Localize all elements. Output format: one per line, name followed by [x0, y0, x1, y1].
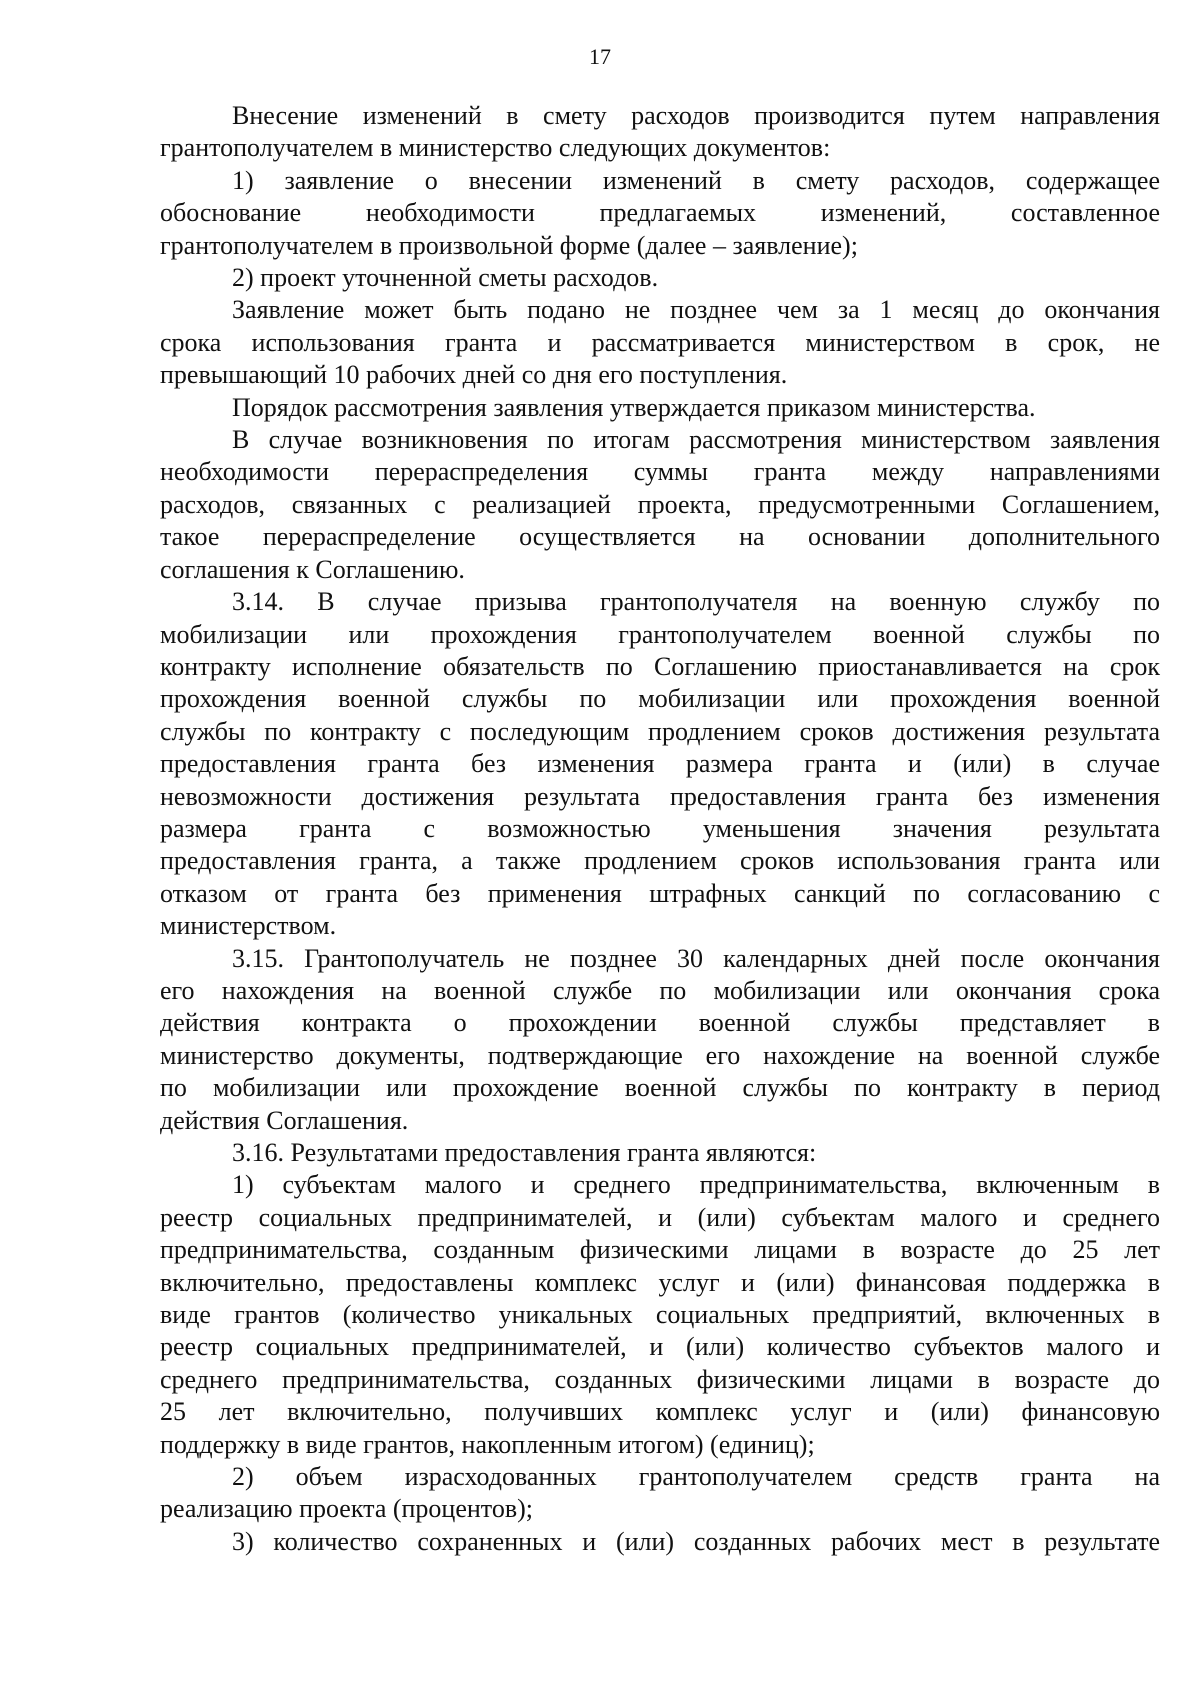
text-line: включительно, предоставлены комплекс услуг и (или) финансовая поддержка в — [160, 1267, 1160, 1297]
text-line: виде грантов (количество уникальных социальных предприятий, включенных в — [160, 1300, 1160, 1330]
text-line: обоснование необходимости предлагаемых изменений, составленное — [160, 198, 1160, 228]
text-line: Заявление может быть подано не позднее чем за 1 месяц до окончания — [232, 295, 1160, 325]
text-line: Порядок рассмотрения заявления утверждается приказом министерства. — [232, 392, 1036, 422]
text-line: соглашения к Соглашению. — [160, 554, 465, 584]
text-line: действия контракта о прохождении военной службы представляет в — [160, 1008, 1160, 1038]
text-line: расходов, связанных с реализацией проекта, предусмотренными Соглашением, — [160, 489, 1160, 519]
text-line: невозможности достижения результата предоставления гранта без изменения — [160, 781, 1160, 811]
text-line: 1) субъектам малого и среднего предпринимательства, включенным в — [232, 1170, 1160, 1200]
text-line: 1) заявление о внесении изменений в смету расходов, содержащее — [232, 165, 1160, 195]
text-line: реестр социальных предпринимателей, и (или) количество субъектов малого и — [160, 1332, 1160, 1362]
text-line: грантополучателем в министерство следующих документов: — [160, 133, 831, 163]
text-line: реализацию проекта (процентов); — [160, 1494, 533, 1524]
text-line: среднего предпринимательства, созданных физическими лицами в возрасте до — [160, 1364, 1160, 1394]
page-number: 17 — [589, 44, 611, 69]
text-line: действия Соглашения. — [160, 1105, 409, 1135]
text-line: 3.16. Результатами предоставления гранта являются: — [232, 1138, 817, 1167]
text-line: службы по контракту с последующим продлением сроков достижения результата — [160, 716, 1160, 746]
text-line: грантополучателем в произвольной форме (далее – заявление); — [160, 230, 858, 260]
text-line: необходимости перераспределения суммы гранта между направлениями — [160, 457, 1160, 487]
text-line: 2) проект уточненной сметы расходов. — [232, 263, 659, 293]
text-line: 3.14. В случае призыва грантополучателя на военную службу по — [232, 587, 1160, 617]
text-line: реестр социальных предпринимателей, и (или) субъектам малого и среднего — [160, 1202, 1160, 1232]
text-line: министерство документы, подтверждающие его нахождение на военной службе — [160, 1040, 1160, 1070]
text-line: отказом от гранта без применения штрафных санкций по согласованию с — [160, 878, 1160, 908]
text-line: размера гранта с возможностью уменьшения значения результата — [160, 813, 1160, 843]
text-line: поддержку в виде грантов, накопленным итогом) (единиц); — [160, 1429, 815, 1459]
text-line: предпринимательства, созданным физическими лицами в возрасте до 25 лет — [160, 1235, 1160, 1265]
text-line: 2) объем израсходованных грантополучателем средств гранта на — [232, 1462, 1160, 1492]
text-line: предоставления гранта, а также продлением сроков использования гранта или — [160, 846, 1160, 876]
text-line: прохождения военной службы по мобилизации или прохождения военной — [160, 684, 1160, 714]
text-line: Внесение изменений в смету расходов производится путем направления — [232, 101, 1160, 130]
text-line: такое перераспределение осуществляется на основании дополнительного — [160, 522, 1160, 552]
text-line: превышающий 10 рабочих дней со дня его поступления. — [160, 360, 788, 390]
text-line: по мобилизации или прохождение военной службы по контракту в период — [160, 1073, 1160, 1103]
text-line: срока использования гранта и рассматривается министерством в срок, не — [160, 327, 1160, 357]
text-line: контракту исполнение обязательств по Соглашению приостанавливается на срок — [160, 651, 1160, 681]
text-line: 3) количество сохраненных и (или) созданных рабочих мест в результате — [232, 1526, 1160, 1556]
text-line: предоставления гранта без изменения размера гранта и (или) в случае — [160, 749, 1160, 779]
text-line: 3.15. Грантополучатель не позднее 30 календарных дней после окончания — [232, 943, 1160, 973]
text-line: 25 лет включительно, получивших комплекс услуг и (или) финансовую — [160, 1397, 1160, 1427]
text-line: В случае возникновения по итогам рассмотрения министерством заявления — [232, 425, 1160, 455]
text-line: его нахождения на военной службе по мобилизации или окончания срока — [160, 975, 1160, 1005]
document-body — [160, 100, 1160, 1558]
text-line: мобилизации или прохождения грантополучателем военной службы по — [160, 619, 1160, 649]
text-line: министерством. — [160, 911, 337, 941]
